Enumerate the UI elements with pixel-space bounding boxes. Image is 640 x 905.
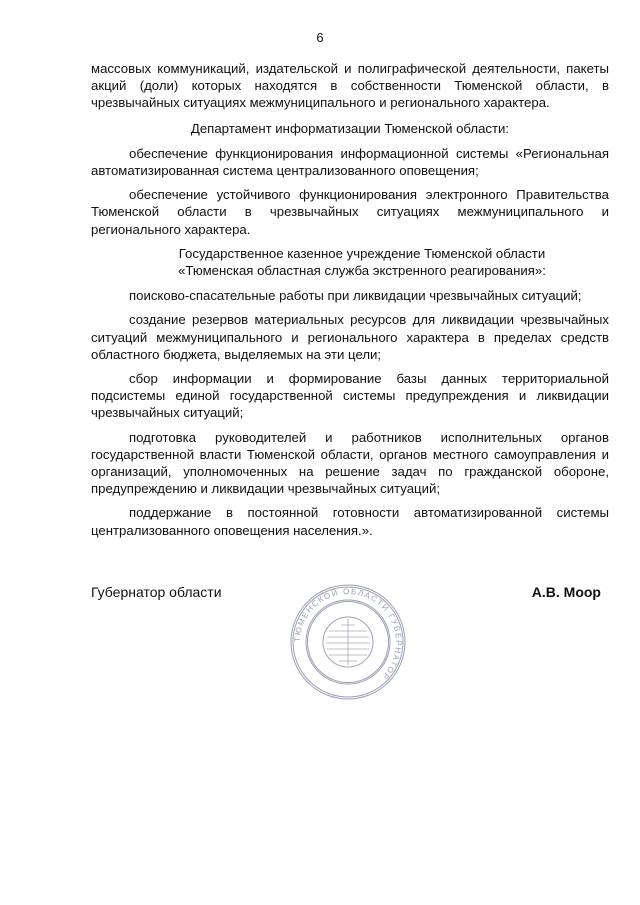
official-seal-stamp xyxy=(289,583,407,701)
section-heading-department: Департамент информатизации Тюменской области: xyxy=(190,120,510,136)
heading-line: Государственное казенное учреждение Тюменской области xyxy=(178,245,546,261)
seal-outer-text: ТЮМЕНСКОЙ ОБЛАСТИ ГУБЕРНАТОР xyxy=(292,586,404,682)
signatory-name: А.В. Моор xyxy=(531,584,601,600)
paragraph-continuation: массовых коммуникаций, издательской и полиграфической деятельности, пакеты акций (доли) которых находятся в собственности Тюменской области, в чрезвычайных ситуациях межмуниципального и регионального характера. xyxy=(91,61,609,111)
signatory-position: Губернатор области xyxy=(91,584,222,600)
paragraph-item: поддержание в постоянной готовности автоматизированной системы централизованного оповещения населения.». xyxy=(91,505,609,538)
page-number: 6 xyxy=(316,30,324,45)
paragraph-item: подготовка руководителей и работников исполнительных органов государственной власти Тюменской области, органов местного самоуправления и организаций, уполномоченных на решение задач по гражданской обороне, предупреждению и ликвидации чрезвычайных ситуаций; xyxy=(91,429,609,497)
paragraph-item: поисково-спасательные работы при ликвидации чрезвычайных ситуаций; xyxy=(129,288,582,304)
paragraph-item: обеспечение устойчивого функционирования электронного Правительства Тюменской области в чрезвычайных ситуациях межмуниципального и регионального характера. xyxy=(91,187,609,237)
paragraph-item: обеспечение функционирования информационной системы «Региональная автоматизированная система централизованного оповещения; xyxy=(91,145,609,179)
paragraph-item: создание резервов материальных ресурсов для ликвидации чрезвычайных ситуаций межмуниципального и регионального характера в пределах средств областного бюджета, выделяемых на эти цели; xyxy=(91,312,609,362)
heading-line: «Тюменская областная служба экстренного реагирования»: xyxy=(178,263,546,279)
document-body xyxy=(91,60,609,546)
paragraph-item: сбор информации и формирование базы данных территориальной подсистемы единой государственной системы предупреждения и ликвидации чрезвычайных ситуаций; xyxy=(91,371,609,421)
section-heading-institution xyxy=(91,245,609,279)
